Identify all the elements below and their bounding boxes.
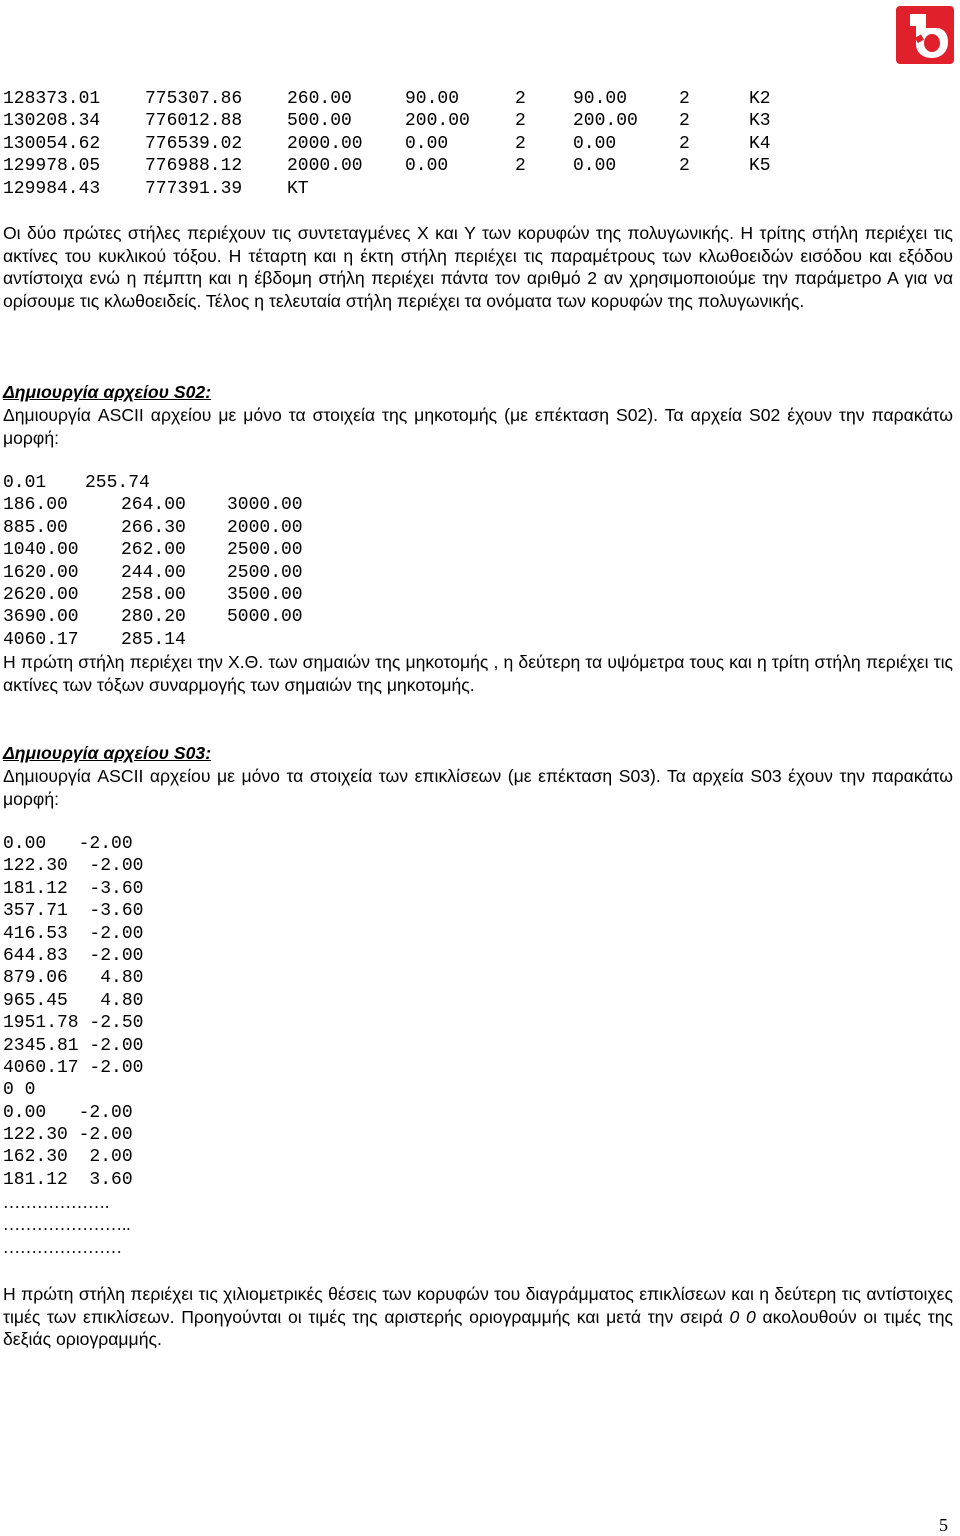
s03-ellipsis — [3, 1192, 953, 1259]
vertex-table-cell: 776539.02 — [145, 133, 243, 154]
s02-table-row — [3, 539, 953, 561]
vertex-table-cell: 200.00 — [405, 111, 470, 132]
s02-table-cell: 2000.00 — [227, 517, 303, 538]
s02-table-cell: 3000.00 — [227, 495, 303, 516]
vertex-table — [3, 88, 953, 200]
s03-table-row: 416.53 -2.00 — [3, 923, 144, 944]
s02-table-cell: 2500.00 — [227, 562, 303, 583]
vertex-table-cell: 2000.00 — [287, 133, 363, 154]
vertex-table-cell: 129984.43 — [3, 178, 101, 199]
s03-intro: Δημιουργία ASCII αρχείου με μόνο τα στοιχεία των επικλίσεων (με επέκταση S03). Τα αρχεία S03 έχουν την παρακάτω μορφή: — [3, 766, 953, 809]
s02-heading: Δημιουργία αρχείου S02: — [3, 382, 212, 402]
s02-table-cell: 1620.00 — [3, 562, 79, 583]
s02-table-cell: 285.14 — [121, 629, 186, 650]
vertex-table-cell: 2 — [679, 156, 690, 177]
s02-table-cell: 4060.17 — [3, 629, 79, 650]
s02-table-cell: 2500.00 — [227, 540, 303, 561]
s03-table-row: 879.06 4.80 — [3, 968, 144, 989]
s02-table-row — [3, 629, 953, 651]
page-number: 5 — [939, 1515, 948, 1535]
vertex-table-row — [3, 110, 953, 132]
vertex-table-cell: 2 — [515, 111, 526, 132]
vertex-table-cell: 130054.62 — [3, 133, 101, 154]
vertex-table-cell: K2 — [749, 89, 771, 109]
s02-table-cell: 280.20 — [121, 607, 186, 628]
vertex-table-cell: 130208.34 — [3, 111, 101, 132]
s03-table-row: 357.71 -3.60 — [3, 901, 144, 922]
vertex-table-cell: K3 — [749, 111, 771, 132]
s02-table-row — [3, 562, 953, 584]
s02-table-cell: 5000.00 — [227, 607, 303, 628]
s02-note: Η πρώτη στήλη περιέχει την Χ.Θ. των σημαιών της μηκοτομής , η δεύτερη τα υψόμετρα τους και η τρίτη στήλη περιέχει τις ακτίνες των τόξων συναρμογής των σημαιών της μηκοτομής. — [3, 652, 953, 695]
s03-table-row: 122.30 -2.00 — [3, 1125, 133, 1146]
vertex-table-cell: 0.00 — [573, 133, 617, 154]
s02-table-cell: 1040.00 — [3, 540, 79, 561]
s02-table-cell: 3690.00 — [3, 607, 79, 628]
s03-table-row: 0.00 -2.00 — [3, 1102, 133, 1123]
vertex-table-row — [3, 178, 953, 200]
vertex-table-cell: 2 — [679, 133, 690, 154]
vertex-table-cell: 2 — [515, 133, 526, 154]
vertex-table-cell: 90.00 — [405, 89, 460, 109]
s03-ellipsis-line: ………………. — [3, 1193, 110, 1212]
s03-table-row: 122.30 -2.00 — [3, 856, 144, 877]
s03-table-row: 162.30 2.00 — [3, 1147, 133, 1168]
s03-ellipsis-line: ………………….. — [3, 1215, 131, 1235]
s03-table-row: 2345.81 -2.00 — [3, 1035, 144, 1056]
s03-table-row: 644.83 -2.00 — [3, 945, 144, 966]
s02-table-row — [3, 494, 953, 516]
s03-table-row: 0.00 -2.00 — [3, 834, 133, 854]
vertex-table-cell: 2000.00 — [287, 156, 363, 177]
s03-note-text-end: ακολουθούν οι τιμές της δεξιάς οριογραμμής. — [3, 1306, 954, 1350]
s02-table-cell: 262.00 — [121, 540, 186, 561]
vertex-table-cell: 0.00 — [405, 156, 449, 177]
s03-table-row: 4060.17 -2.00 — [3, 1057, 144, 1078]
s02-table-cell: 0.01 — [3, 473, 47, 493]
vertex-table-cell: 2 — [679, 89, 690, 109]
vertex-table-cell: 260.00 — [287, 89, 352, 109]
vertex-table-cell: K4 — [749, 133, 771, 154]
s03-table-row: 1951.78 -2.50 — [3, 1013, 144, 1034]
vertex-table-cell: 775307.86 — [145, 89, 243, 109]
vertex-table-cell: 500.00 — [287, 111, 352, 132]
vertex-table-cell: K5 — [749, 156, 771, 177]
vertex-table-cell: 776988.12 — [145, 156, 243, 177]
vertex-table-description: Οι δύο πρώτες στήλες περιέχουν τις συντεταγμένες X και Y των κορυφών της πολυγωνικής. Η τρίτης στήλη περιέχει τις ακτίνες του κυκλικού τόξου. Η τέταρτη και η έκτη στήλη περιέχει τις παραμέτρους των κλωθοειδών εισόδου και εξόδου αντίστοιχα ενώ η πέμπτη και η έβδομη στήλη περιέχει πάντα τον αριθμό 2 αν χρησιμοποιούμε την παράμετρο Α για να ορίσουμε τις κλωθοειδείς. Τέλος η τελευταία στήλη περιέχει τα ονόματα των κορυφών της πολυγωνικής. — [3, 223, 953, 311]
vertex-table-cell: 90.00 — [573, 89, 628, 109]
s03-table-row: 0 0 — [3, 1080, 36, 1101]
vertex-table-cell: 2 — [515, 89, 526, 109]
s03-table-row: 181.12 3.60 — [3, 1169, 133, 1190]
s02-table-cell: 885.00 — [3, 517, 68, 538]
s02-table-cell: 264.00 — [121, 495, 186, 516]
s02-table — [3, 472, 953, 651]
s03-table-row: 181.12 -3.60 — [3, 878, 144, 899]
vertex-table-cell: 129978.05 — [3, 156, 101, 177]
vertex-table-cell: 2 — [679, 111, 690, 132]
s02-table-row — [3, 584, 953, 606]
vertex-table-row — [3, 88, 953, 110]
s02-table-row — [3, 606, 953, 628]
s02-table-cell: 186.00 — [3, 495, 68, 516]
vertex-table-cell: 2 — [515, 156, 526, 177]
vertex-table-cell: 200.00 — [573, 111, 638, 132]
s03-note-text: Η πρώτη στήλη περιέχει τις χιλιομετρικές θέσεις των κορυφών του διαγράμματος επικλίσεων και η δεύτερη τις αντίστοιχες τιμές των επικλίσεων. Προηγούνται οι τιμές της αριστερής οριογραμμής και μετά την σειρά — [3, 1284, 953, 1327]
s02-table-cell: 258.00 — [121, 584, 186, 605]
s02-table-cell: 244.00 — [121, 562, 186, 583]
s02-table-row — [3, 472, 953, 494]
s02-intro: Δημιουργία ASCII αρχείου με μόνο τα στοιχεία της μηκοτομής (με επέκταση S02). Τα αρχεία S02 έχουν την παρακάτω μορφή: — [3, 405, 953, 448]
s02-table-cell: 255.74 — [85, 473, 150, 493]
vertex-table-cell: 0.00 — [573, 156, 617, 177]
s03-heading: Δημιουργία αρχείου S03: — [3, 743, 212, 763]
vertex-table-cell: KT — [287, 178, 309, 199]
vertex-table-cell: 0.00 — [405, 133, 449, 154]
brand-logo — [896, 6, 954, 64]
s03-note-zero: 0 0 — [729, 1306, 756, 1327]
s02-table-cell: 266.30 — [121, 517, 186, 538]
s02-table-row — [3, 517, 953, 539]
s03-table — [3, 833, 953, 1191]
vertex-table-cell: 128373.01 — [3, 89, 101, 109]
vertex-table-cell: 777391.39 — [145, 178, 243, 199]
s03-note — [3, 1283, 953, 1351]
vertex-table-row — [3, 155, 953, 177]
vertex-table-cell: 776012.88 — [145, 111, 243, 132]
vertex-table-row — [3, 133, 953, 155]
s02-table-cell: 3500.00 — [227, 584, 303, 605]
s03-ellipsis-line: ………………… — [3, 1237, 122, 1257]
s02-table-cell: 2620.00 — [3, 584, 79, 605]
s03-table-row: 965.45 4.80 — [3, 990, 144, 1011]
